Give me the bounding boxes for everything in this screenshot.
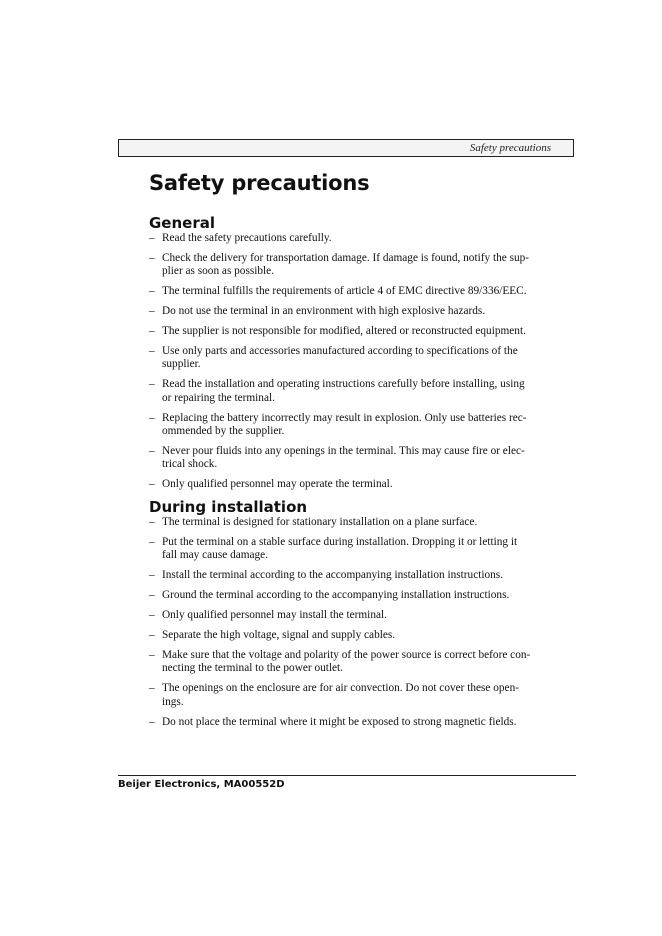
page-content — [149, 168, 549, 736]
page-title: Safety precautions — [149, 171, 370, 195]
dash-bullet: – — [149, 444, 155, 457]
list-item-text: Put the terminal on a stable surface during installation. Dropping it or letting it fall may cause damage. — [162, 536, 518, 562]
list-item-text: Read the safety precautions carefully. — [162, 232, 332, 244]
dash-bullet: – — [149, 649, 155, 662]
dash-bullet: – — [149, 629, 155, 642]
dash-bullet: – — [149, 378, 155, 391]
list-item-text: Replacing the battery incorrectly may result in explosion. Only use batteries rec- ommended by the supplier. — [162, 411, 527, 437]
dash-bullet: – — [149, 232, 155, 244]
dash-bullet: – — [149, 715, 155, 728]
list-item — [149, 285, 549, 298]
dash-bullet: – — [149, 478, 155, 491]
dash-bullet: – — [149, 516, 155, 529]
dash-bullet: – — [149, 682, 155, 695]
list-item-text: Only qualified personnel may install the terminal. — [162, 609, 387, 622]
list-item — [149, 516, 549, 529]
list-item-text: Use only parts and accessories manufactured according to specifications of the supplier. — [162, 345, 518, 371]
list-item — [149, 305, 549, 318]
dash-bullet: – — [149, 252, 155, 264]
list-item-text: The supplier is not responsible for modified, altered or reconstructed equipment. — [162, 325, 526, 338]
section-heading-general: General — [149, 214, 215, 232]
general-list — [149, 232, 549, 491]
list-item-text: The openings on the enclosure are for air convection. Do not cover these open- ings. — [162, 682, 519, 708]
list-item-text: Ground the terminal according to the accompanying installation instructions. — [162, 589, 510, 602]
list-item — [149, 649, 549, 675]
list-item-text: Never pour fluids into any openings in the terminal. This may cause fire or elec- trical shock. — [162, 444, 525, 471]
list-item-text: The terminal fulfills the requirements of article 4 of EMC directive 89/336/EEC. — [162, 285, 527, 298]
list-item — [149, 378, 549, 404]
footer-text: Beijer Electronics, MA00552D — [118, 779, 285, 790]
dash-bullet: – — [149, 345, 155, 358]
dash-bullet: – — [149, 325, 155, 338]
dash-bullet: – — [149, 285, 155, 298]
list-item — [149, 716, 549, 729]
dash-bullet: – — [149, 305, 155, 318]
list-item-text: The terminal is designed for stationary installation on a plane surface. — [162, 516, 478, 529]
dash-bullet: – — [149, 609, 155, 622]
list-item — [149, 609, 549, 622]
list-item — [149, 629, 549, 642]
list-item-text: Make sure that the voltage and polarity of the power source is correct before con- necting the terminal to the power outlet. — [162, 649, 531, 675]
list-item — [149, 445, 549, 471]
list-item — [149, 232, 549, 245]
list-item-text: Only qualified personnel may operate the terminal. — [162, 478, 393, 491]
list-item — [149, 478, 549, 491]
dash-bullet: – — [149, 411, 155, 424]
running-header-title: Safety precautions — [469, 142, 551, 154]
list-item — [149, 412, 549, 438]
list-item-text: Check the delivery for transportation damage. If damage is found, notify the sup- plier as soon as possible. — [162, 252, 530, 278]
installation-list — [149, 516, 549, 729]
list-item-text: Read the installation and operating instructions carefully before installing, using or repairing the terminal. — [162, 378, 525, 404]
list-item-text: Separate the high voltage, signal and supply cables. — [162, 629, 396, 642]
list-item — [149, 589, 549, 602]
list-item-text: Do not place the terminal where it might be exposed to strong magnetic fields. — [162, 715, 517, 728]
footer-rule — [118, 775, 576, 776]
running-header — [118, 139, 574, 157]
dash-bullet: – — [149, 569, 155, 582]
list-item — [149, 252, 549, 278]
list-item-text: Do not use the terminal in an environment with high explosive hazards. — [162, 305, 486, 318]
list-item — [149, 325, 549, 338]
list-item — [149, 569, 549, 582]
section-heading-installation: During installation — [149, 498, 308, 517]
list-item — [149, 345, 549, 371]
list-item — [149, 682, 549, 708]
list-item-text: Install the terminal according to the accompanying installation instructions. — [162, 569, 504, 582]
dash-bullet: – — [149, 536, 155, 549]
dash-bullet: – — [149, 589, 155, 602]
list-item — [149, 536, 549, 562]
